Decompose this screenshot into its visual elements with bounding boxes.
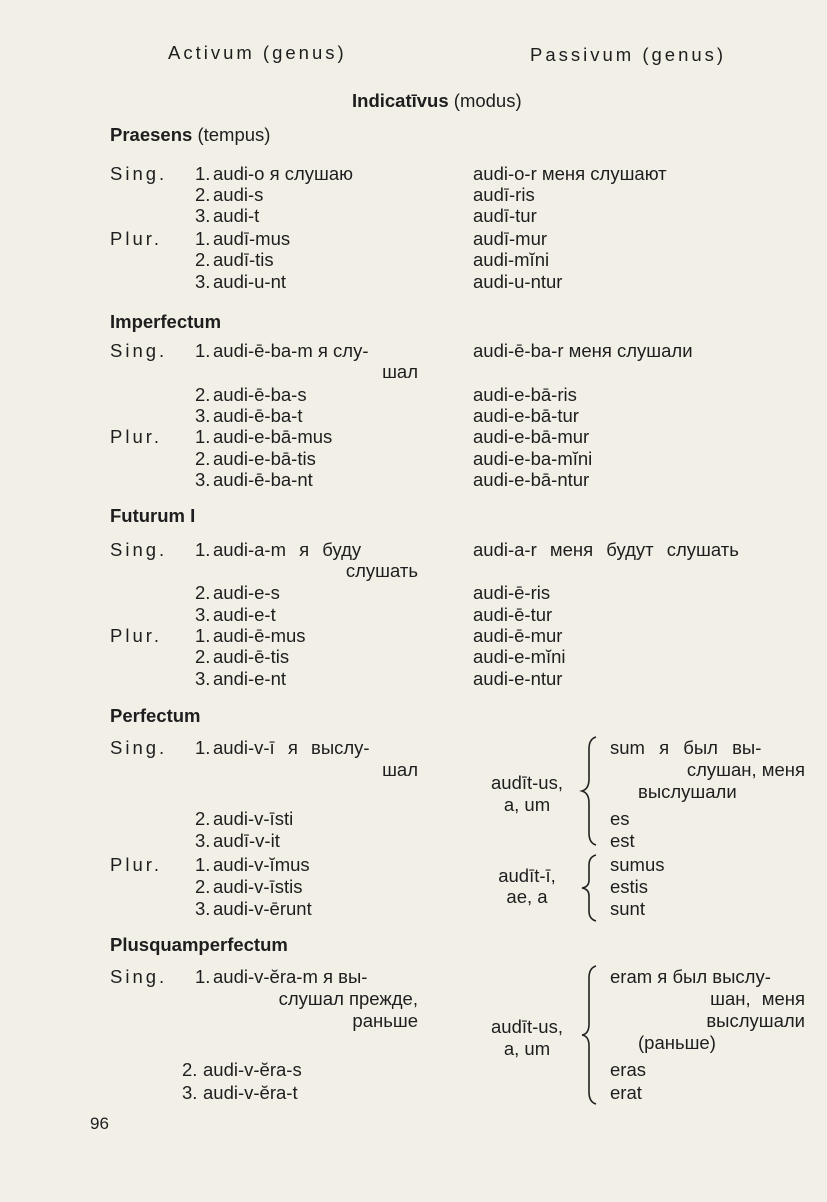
active-form: andi-e-nt [213,668,287,689]
curly-brace-icon [578,735,602,847]
active-form: audi-ē-ba-s [213,384,307,405]
page-number: 96 [90,1114,109,1133]
person-number: 3. [182,1082,198,1103]
person-number: 3. [195,271,211,292]
person-number: 1. [195,966,211,987]
curly-brace-icon [578,853,602,923]
person-number: 3. [195,830,211,851]
active-form: audi-v-īstis [213,876,303,897]
passive-form: audi-ē-tur [473,604,553,625]
active-form: audi-v-ĕra-m я вы- [213,966,368,987]
passive-form: audi-e-mĭni [473,646,566,667]
person-number: 3. [195,898,211,919]
sing-label: Sing. [110,737,168,758]
participle-endings: a, um [503,1038,551,1059]
auxiliary-form: sum я был вы- [610,737,762,758]
active-form: audi-o я слушаю [213,163,354,184]
passive-form: audi-a-r меня будут слушать [473,539,739,560]
person-number: 2. [195,646,211,667]
active-form-continuation: шал [382,361,418,382]
active-form: audi-v-ĭmus [213,854,310,875]
active-form: audi-ē-ba-nt [213,469,313,490]
futurum-title: Futurum I [110,505,196,526]
auxiliary-translation: (раньше) [638,1032,716,1053]
participle: audīt-ī, [498,865,556,886]
auxiliary-form: sunt [610,898,645,919]
passive-form: audi-e-ba-mĭni [473,448,593,469]
sing-label: Sing. [110,539,168,560]
passive-form: audi-e-bā-mur [473,426,590,447]
auxiliary-translation: выслушали [706,1010,805,1031]
active-form-continuation: шал [382,759,418,780]
passive-form: audi-o-r меня слушают [473,163,667,184]
person-number: 2. [195,582,211,603]
mood-heading [352,90,522,112]
person-number: 2. [182,1059,198,1080]
passive-form: audi-e-bā-ris [473,384,577,405]
person-number: 3. [195,205,211,226]
passive-form: audi-u-ntur [473,271,563,292]
plusquamperfectum-title: Plusquamperfectum [110,934,288,955]
person-number: 1. [195,539,211,560]
active-form: audi-e-t [213,604,276,625]
active-form: audi-t [213,205,260,226]
active-form-continuation: слушал прежде, [278,988,418,1009]
person-number: 2. [195,184,211,205]
person-number: 2. [195,448,211,469]
participle-endings: ae, a [506,886,548,907]
passive-form: audī-tur [473,205,537,226]
active-form: audī-v-it [213,830,280,851]
mood-label: (modus) [453,90,522,111]
person-number: 1. [195,426,211,447]
active-form-continuation: слушать [345,560,418,581]
active-form: audi-a-m я буду [213,539,362,560]
passive-form: audi-e-ntur [473,668,563,689]
participle: audīt-us, [491,1016,563,1037]
participle-endings: a, um [503,794,551,815]
person-number: 2. [195,249,211,270]
imperfectum-title: Imperfectum [110,311,222,332]
person-number: 1. [195,625,211,646]
passive-form: audi-ē-ris [473,582,551,603]
active-form: audi-e-s [213,582,280,603]
auxiliary-form: sumus [610,854,665,875]
person-number: 2. [195,384,211,405]
sing-label: Sing. [110,163,168,184]
auxiliary-translation: слушан, меня [686,759,805,780]
sing-label: Sing. [110,340,168,361]
person-number: 2. [195,876,211,897]
praesens-title: Praesens [110,124,193,145]
active-form: audi-ē-ba-t [213,405,303,426]
passive-form: audi-ē-mur [473,625,563,646]
passive-form: audī-mur [473,228,548,249]
active-form: audi-ē-mus [213,625,306,646]
participle: audīt-us, [491,772,563,793]
praesens-heading [110,124,270,146]
auxiliary-form: estis [610,876,649,897]
person-number: 1. [195,340,211,361]
active-form: audī-mus [213,228,291,249]
perfectum-title: Perfectum [110,705,201,726]
active-form: audi-s [213,184,264,205]
auxiliary-form: erat [610,1082,642,1103]
person-number: 3. [195,668,211,689]
auxiliary-form: est [610,830,635,851]
passive-form: audi-e-bā-ntur [473,469,590,490]
active-form-continuation: раньше [352,1010,418,1031]
tempus-label: (tempus) [197,124,271,145]
header-active: Activum (genus) [168,42,347,63]
auxiliary-translation: шан, меня [710,988,805,1009]
auxiliary-form: es [610,808,630,829]
active-form: audi-v-ī я выслу- [213,737,370,758]
plur-label: Plur. [110,854,163,875]
person-number: 3. [195,469,211,490]
curly-brace-icon [578,964,602,1106]
person-number: 1. [195,163,211,184]
passive-form: audi-mĭni [473,249,550,270]
active-form: audī-tis [213,249,274,270]
passive-form: audi-ē-ba-r меня слушали [473,340,693,361]
plur-label: Plur. [110,228,163,249]
passive-form: audi-e-bā-tur [473,405,579,426]
sing-label: Sing. [110,966,168,987]
active-form: audi-ē-tis [213,646,290,667]
active-form: audi-v-īsti [213,808,294,829]
active-form: audi-e-bā-tis [213,448,316,469]
active-form: audi-v-ĕra-t [203,1082,298,1103]
active-form: audi-u-nt [213,271,287,292]
auxiliary-translation: выслушали [638,781,737,802]
passive-form: audī-ris [473,184,535,205]
auxiliary-form: eras [610,1059,646,1080]
person-number: 1. [195,854,211,875]
mood-name: Indicatīvus [352,90,449,111]
person-number: 3. [195,405,211,426]
person-number: 1. [195,737,211,758]
active-form: audi-v-ērunt [213,898,312,919]
auxiliary-form: eram я был выслу- [610,966,771,987]
plur-label: Plur. [110,426,163,447]
person-number: 1. [195,228,211,249]
plur-label: Plur. [110,625,163,646]
active-form: audi-ē-ba-m я слу- [213,340,369,361]
active-form: audi-e-bā-mus [213,426,333,447]
person-number: 3. [195,604,211,625]
person-number: 2. [195,808,211,829]
active-form: audi-v-ĕra-s [203,1059,302,1080]
header-passive: Passivum (genus) [530,44,727,65]
